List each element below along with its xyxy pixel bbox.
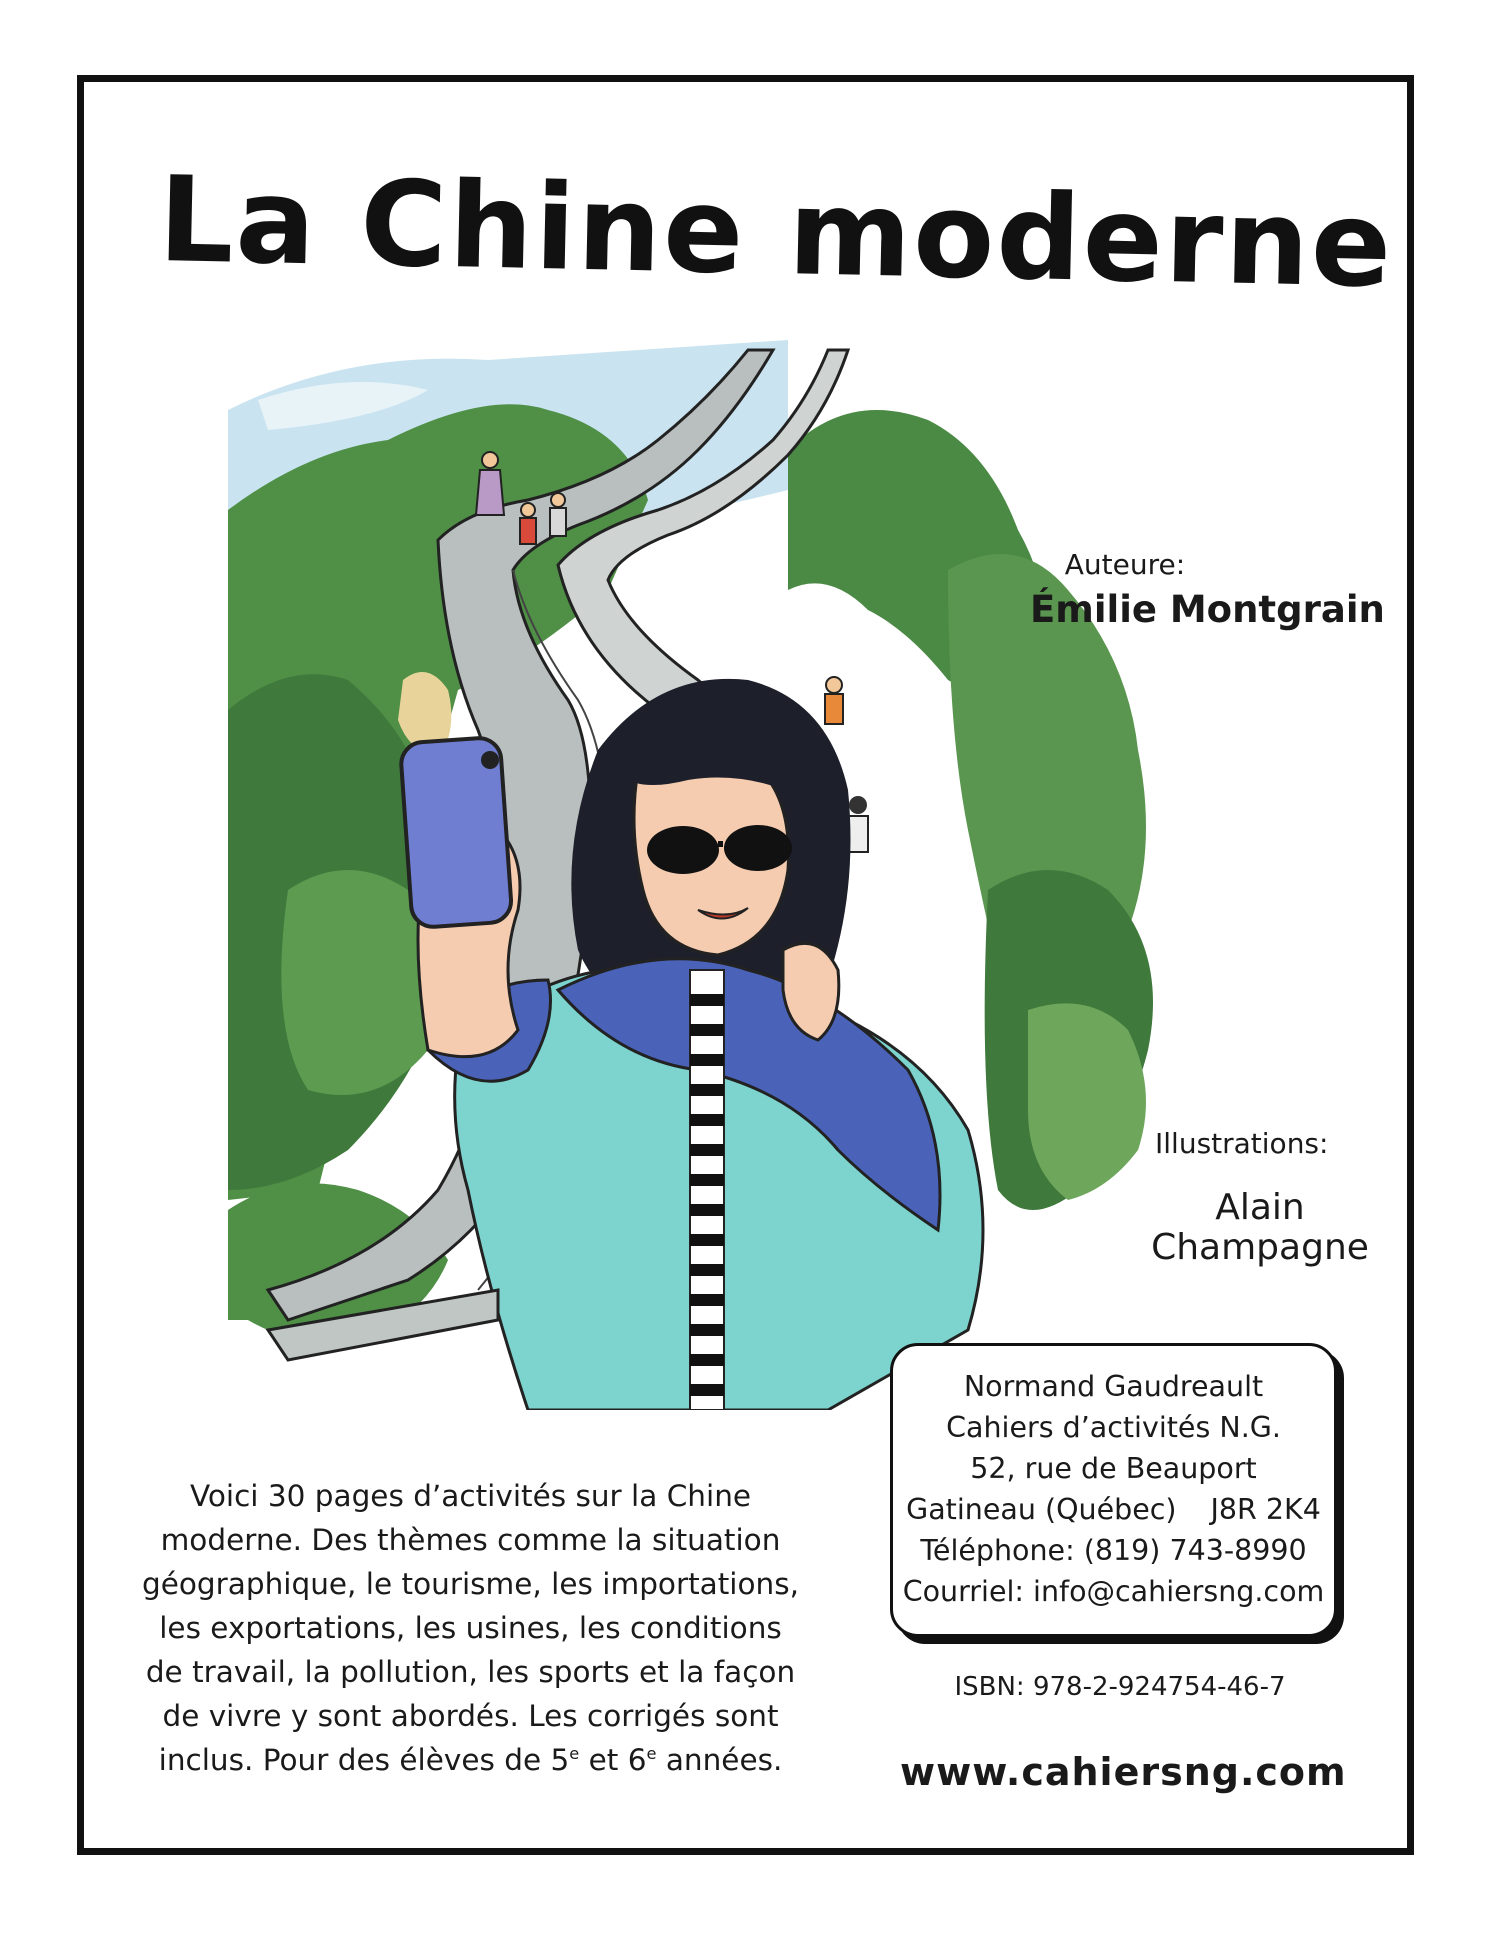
- author-label: Auteure:: [1064, 548, 1186, 581]
- illustrator-last-name: Champagne: [1151, 1227, 1369, 1268]
- isbn: ISBN: 978-2-924754-46-7: [954, 1672, 1286, 1702]
- grades-suffix: années.: [656, 1743, 783, 1777]
- great-wall-selfie-illustration: [228, 330, 1168, 1410]
- illustrations-label: Illustrations:: [1155, 1127, 1329, 1160]
- publisher-postal-code: J8R 2K4: [1210, 1493, 1321, 1526]
- publisher-city-line: [893, 1489, 1334, 1530]
- publisher-phone: Téléphone: (819) 743-8990: [920, 1534, 1307, 1567]
- cover-description: [138, 1474, 803, 1782]
- illustrator-first-name: Alain: [1215, 1187, 1305, 1228]
- grade-superscript-6: e: [646, 1744, 657, 1764]
- description-line: moderne. Des thèmes comme la situation: [160, 1523, 781, 1557]
- publisher-name: Normand Gaudreault: [963, 1370, 1264, 1403]
- description-line: de travail, la pollution, les sports et la façon: [145, 1655, 796, 1689]
- description-line-grades: [138, 1738, 803, 1782]
- publisher-city: Gatineau (Québec): [906, 1493, 1177, 1526]
- website-link[interactable]: www.cahiersng.com: [900, 1750, 1347, 1794]
- description-line: de vivre y sont abordés. Les corrigés sont: [162, 1699, 779, 1733]
- publisher-contact-box: [890, 1343, 1337, 1637]
- grades-middle: et 6: [579, 1743, 647, 1777]
- publisher-company: Cahiers d’activités N.G.: [946, 1411, 1281, 1444]
- description-line: les exportations, les usines, les conditions: [159, 1611, 782, 1645]
- description-line: géographique, le tourisme, les importations,: [142, 1567, 799, 1601]
- author-name: Émilie Montgrain: [1030, 588, 1385, 631]
- cover-title: La Chine moderne: [157, 150, 1395, 314]
- grade-superscript-5: e: [569, 1744, 580, 1764]
- description-line: Voici 30 pages d’activités sur la Chine: [189, 1479, 752, 1513]
- grades-prefix: inclus. Pour des élèves de 5: [158, 1743, 570, 1777]
- publisher-email: Courriel: info@cahiersng.com: [902, 1575, 1325, 1608]
- publisher-street: 52, rue de Beauport: [970, 1452, 1257, 1485]
